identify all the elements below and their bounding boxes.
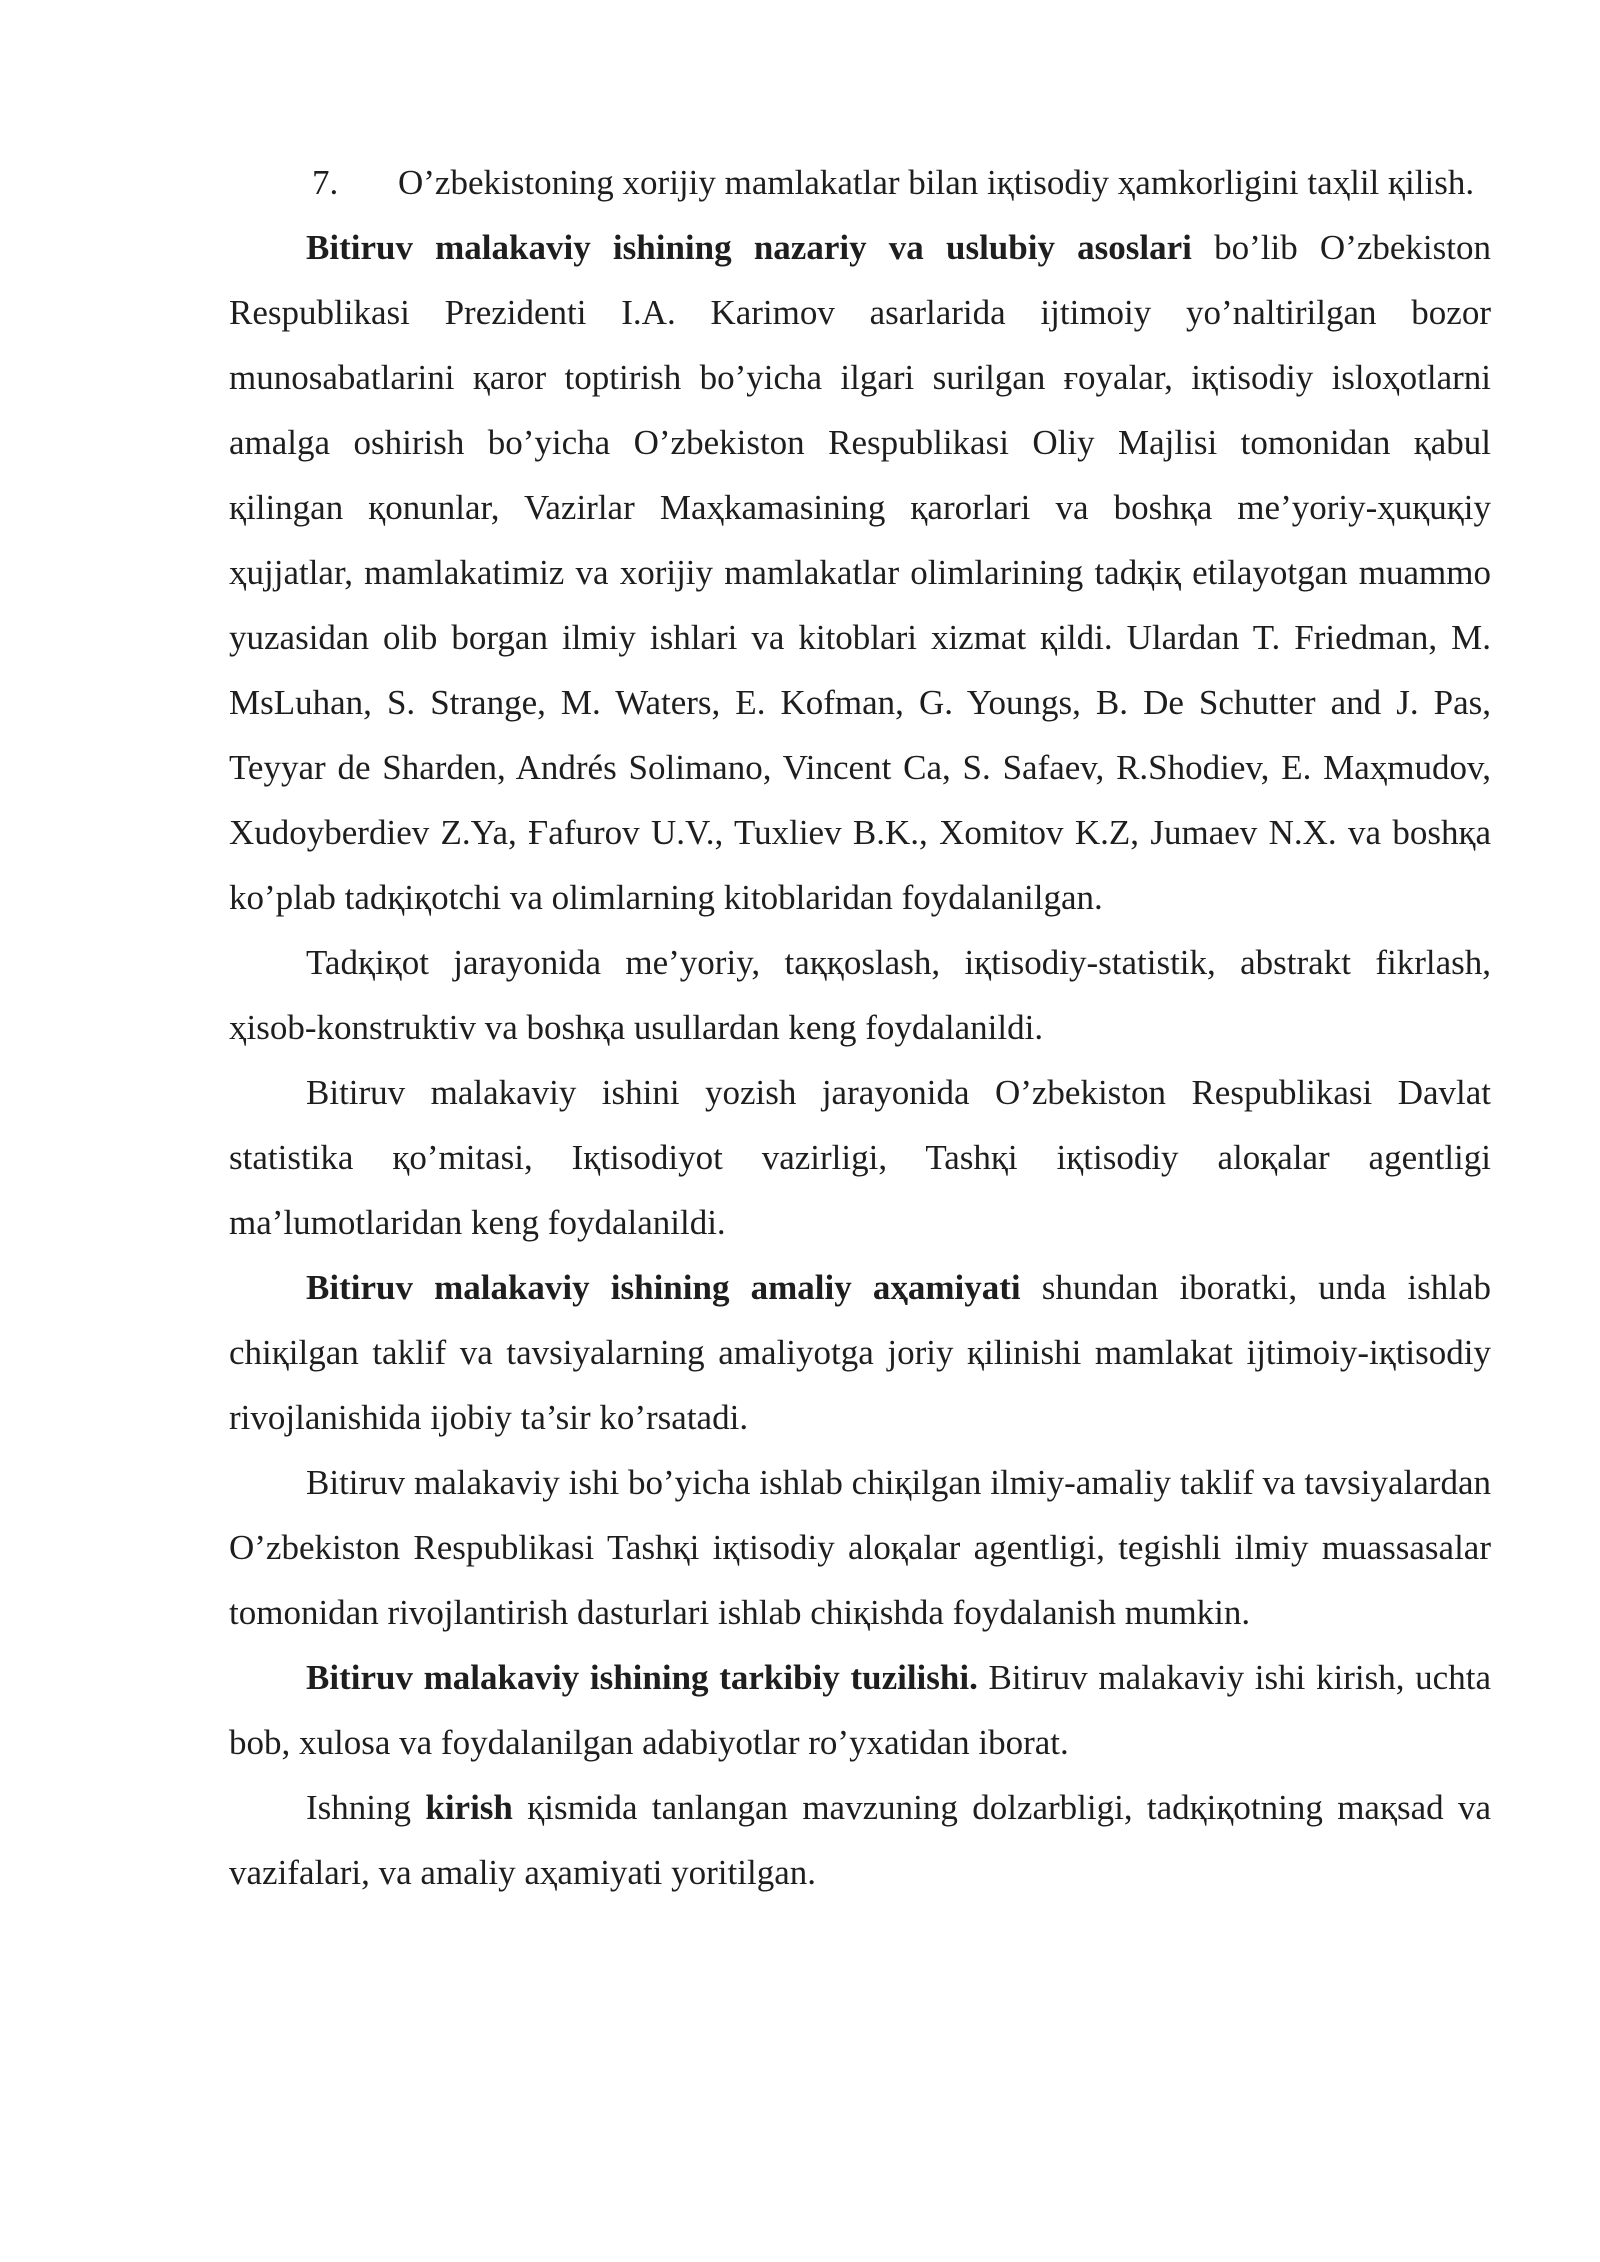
list-item-7 [229,150,1491,215]
paragraph-bold-lead: Bitiruv malakaviy ishining amaliy aҳamiyati [306,1268,1021,1307]
paragraph-theoretical-basis [229,215,1491,930]
paragraph-text: Tadқiқot jarayonida me’yoriy, taққoslash, iқtisodiy-statistik, abstrakt fikrlash, ҳisob-konstruktiv va boshқa usullardan keng foydalanildi. [229,943,1491,1047]
paragraph-bold-word: kirish [425,1788,513,1827]
paragraph-structure [229,1645,1491,1775]
paragraph-bold-lead: Bitiruv malakaviy ishining nazariy va uslubiy asoslari [306,228,1192,267]
paragraph-practical-significance [229,1255,1491,1450]
paragraph-text: Bitiruv malakaviy ishi bo’yicha ishlab chiқilgan ilmiy-amaliy taklif va tavsiyalardan O’zbekiston Respublikasi Tashқi iқtisodiy aloқalar agentligi, tegishli ilmiy muassasalar tomonidan rivojlantirish dasturlari ishlab chiқishda foydalanish mumkin. [229,1463,1491,1632]
paragraph-research-methods [229,930,1491,1060]
paragraph-introduction [229,1775,1491,1905]
paragraph-text: Bitiruv malakaviy ishini yozish jarayonida O’zbekiston Respublikasi Davlat statistika қo’mitasi, Iқtisodiyot vazirligi, Tashқi iқtisodiy aloқalar agentligi ma’lumotlaridan keng foydalanildi. [229,1073,1491,1242]
paragraph-text: Bitiruv malakaviy ishi kirish, uchta bob, xulosa va foydalanilgan adabiyotlar ro’yxatidan iborat. [229,1658,1491,1762]
paragraph-text: shundan iboratki, unda ishlab chiқilgan taklif va tavsiyalarning amaliyotga joriy қilinishi mamlakat ijtimoiy-iқtisodiy rivojlanishida ijobiy ta’sir ko’rsatadi. [229,1268,1491,1437]
list-item-number: 7. [312,163,339,202]
document-page [229,150,1491,1905]
paragraph-text-before: Ishning [306,1788,426,1827]
paragraph-data-sources [229,1060,1491,1255]
paragraph-bold-lead: Bitiruv malakaviy ishining tarkibiy tuzilishi. [306,1658,978,1697]
paragraph-text-after: қismida tanlangan mavzuning dolzarbligi, tadқiқotning maқsad va vazifalari, va amaliy aҳamiyati yoritilgan. [229,1788,1492,1892]
paragraph-text: bo’lib O’zbekiston Respublikasi Prezidenti I.A. Karimov asarlarida ijtimoiy yo’naltirilgan bozor munosabatlarini қaror toptirish bo’yicha ilgari surilgan ғoyalar, iқtisodiy isloҳotlarni amalga oshirish bo’yicha O’zbekiston Respublikasi Oliy Majlisi tomonidan қabul қilingan қonunlar, Vazirlar Maҳkamasining қarorlari va boshқa me’yoriy-ҳuқuқiy ҳujjatlar, mamlakatimiz va xorijiy mamlakatlar olimlarining tadқiқ etilayotgan muammo yuzasidan olib borgan ilmiy ishlari va kitoblari xizmat қildi. Ulardan T. Friedman, M. MsLuhan, S. Strange, M. Waters, E. Kofman, G. Youngs, B. De Schutter and J. Pas, Teyyar de Sharden, Andrés Solimano, Vincent Ca, S. Safaev, R.Shodiev, E. Maҳmudov, Xudoyberdiev Z.Ya, Ғafurov U.V., Tuxliev B.K., Xomitov K.Z, Jumaev N.X. va boshқa ko’plab tadқiқotchi va olimlarning kitoblaridan foydalanilgan. [229,228,1491,917]
paragraph-recommendations-use [229,1450,1491,1645]
list-item-text: O’zbekistoning xorijiy mamlakatlar bilan iқtisodiy ҳamkorligini taҳlil қilish. [398,163,1475,202]
